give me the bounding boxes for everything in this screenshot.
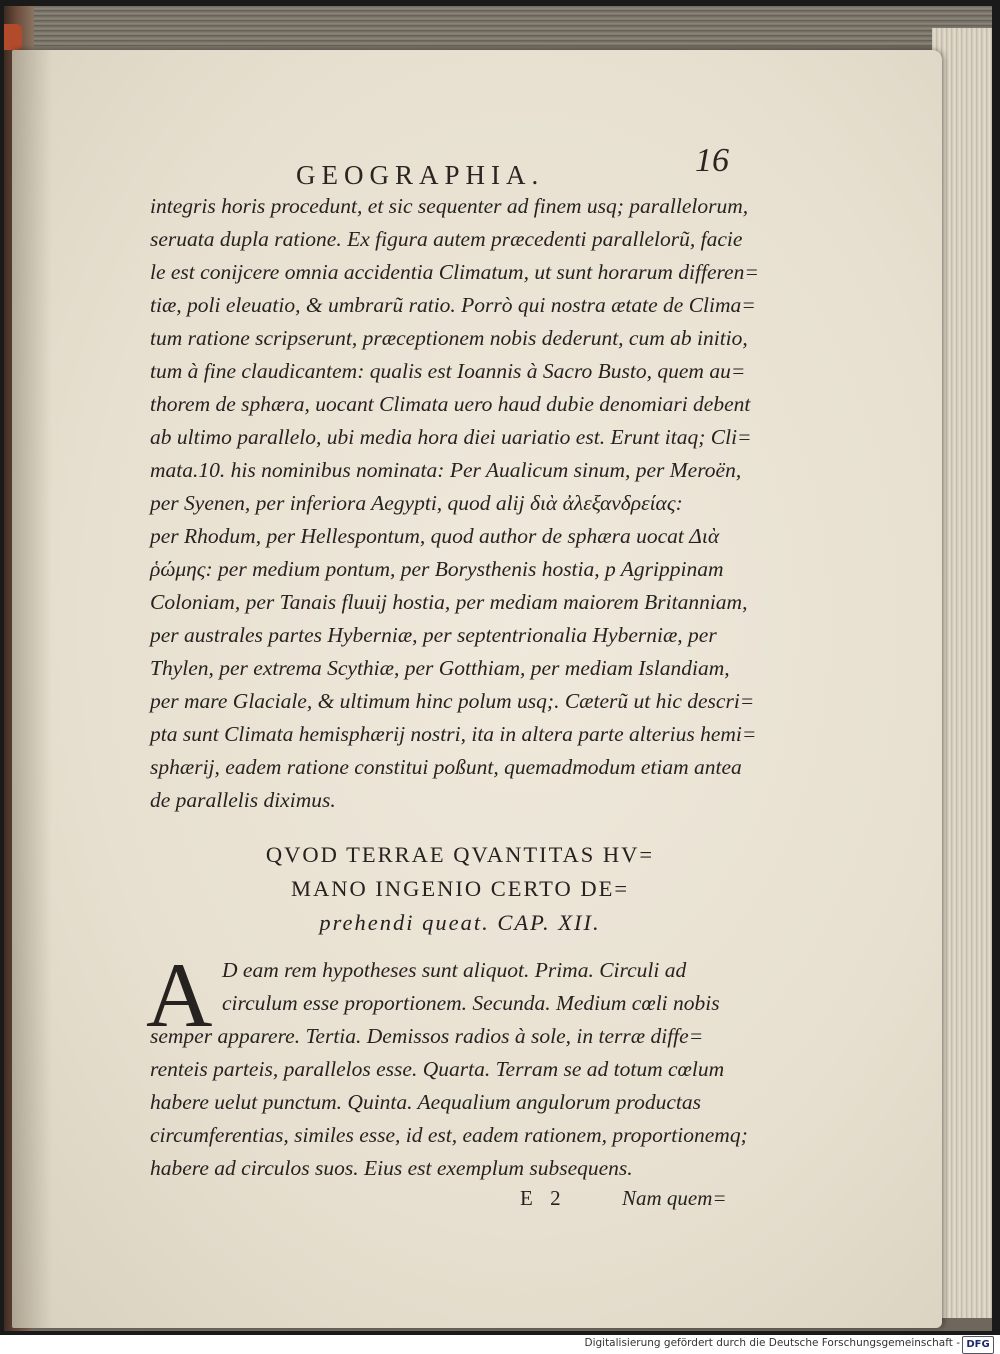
body-line: per Rhodum, per Hellespontum, quod author de sphæra uocat Διὰ	[150, 524, 720, 548]
gutter-shadow	[12, 50, 52, 1328]
drop-cap: A	[146, 944, 213, 1046]
chapter-heading: MANO INGENIO CERTO DE=	[290, 876, 630, 901]
binding-red-tab	[4, 24, 22, 50]
body-line: ab ultimo parallelo, ubi media hora diei uariatio est. Erunt itaq; Cli=	[150, 425, 752, 449]
body-line: sphærij, eadem ratione constitui poßunt, quemadmodum etiam antea	[150, 755, 742, 779]
body-line: per mare Glaciale, & ultimum hinc polum usq;. Cæterũ ut hic descri=	[150, 689, 755, 713]
body-line: per Syenen, per inferiora Aegypti, quod alij διὰ ἀλεξανδρείας:	[150, 491, 683, 515]
catchword: Nam quem=	[622, 1186, 727, 1210]
body-line: pta sunt Climata hemisphærij nostri, ita in altera parte alterius hemi=	[150, 722, 757, 746]
chapter-line: circulum esse proportionem. Secunda. Medium cœli nobis	[222, 991, 720, 1015]
body-line: mata.10. his nominibus nominata: Per Aualicum sinum, per Meroën,	[150, 458, 742, 482]
signature-mark: E 2	[520, 1186, 567, 1210]
page-top-edges	[34, 6, 992, 46]
chapter-line: semper apparere. Tertia. Demissos radios à sole, in terræ diffe=	[150, 1024, 704, 1048]
body-line: thorem de sphæra, uocant Climata uero haud dubie denomiari debent	[150, 392, 751, 416]
body-line: integris horis procedunt, et sic sequenter ad finem usq; parallelorum,	[150, 194, 749, 218]
body-line: per australes partes Hyberniæ, per septentrionalia Hyberniæ, per	[150, 623, 717, 647]
funding-credit: Digitalisierung gefördert durch die Deutsche Forschungsgemeinschaft -	[584, 1337, 960, 1349]
body-line: tum à fine claudicantem: qualis est Ioannis à Sacro Busto, quem au=	[150, 359, 746, 383]
chapter-line: D eam rem hypotheses sunt aliquot. Prima. Circuli ad	[222, 958, 687, 982]
body-line: seruata dupla ratione. Ex figura autem præcedenti parallelorũ, facie	[150, 227, 743, 251]
body-line: Coloniam, per Tanais fluuij hostia, per mediam maiorem Britanniam,	[150, 590, 748, 614]
chapter-line: habere ad circulos suos. Eius est exemplum subsequens.	[150, 1156, 633, 1180]
body-line: tiæ, poli eleuatio, & umbrarũ ratio. Porrò qui nostra ætate de Clima=	[150, 293, 756, 317]
chapter-line: circumferentias, similes esse, id est, eadem rationem, proportionemq;	[150, 1123, 748, 1147]
body-line: de parallelis diximus.	[150, 788, 336, 812]
body-line: tum ratione scripserunt, præceptionem nobis dederunt, cum ab initio,	[150, 326, 748, 350]
folio-number: 16	[695, 142, 729, 179]
footer-bar	[0, 1335, 1000, 1354]
chapter-heading: QVOD TERRAE QVANTITAS HV=	[265, 842, 655, 867]
body-line: Thylen, per extrema Scythiæ, per Gotthiam, per mediam Islandiam,	[150, 656, 730, 680]
chapter-line: habere uelut punctum. Quinta. Aequalium angulorum productas	[150, 1090, 701, 1114]
body-line: le est conijcere omnia accidentia Climatum, ut sunt horarum differen=	[150, 260, 759, 284]
dfg-logo-icon: DFG	[962, 1336, 994, 1354]
running-head: GEOGRAPHIA.	[296, 160, 545, 190]
chapter-line: renteis parteis, parallelos esse. Quarta. Terram se ad totum cœlum	[150, 1057, 725, 1081]
chapter-heading: prehendi queat. CAP. XII.	[319, 910, 601, 935]
body-line: ῥώμης: per medium pontum, per Borysthenis hostia, p Agrippinam	[150, 557, 724, 581]
